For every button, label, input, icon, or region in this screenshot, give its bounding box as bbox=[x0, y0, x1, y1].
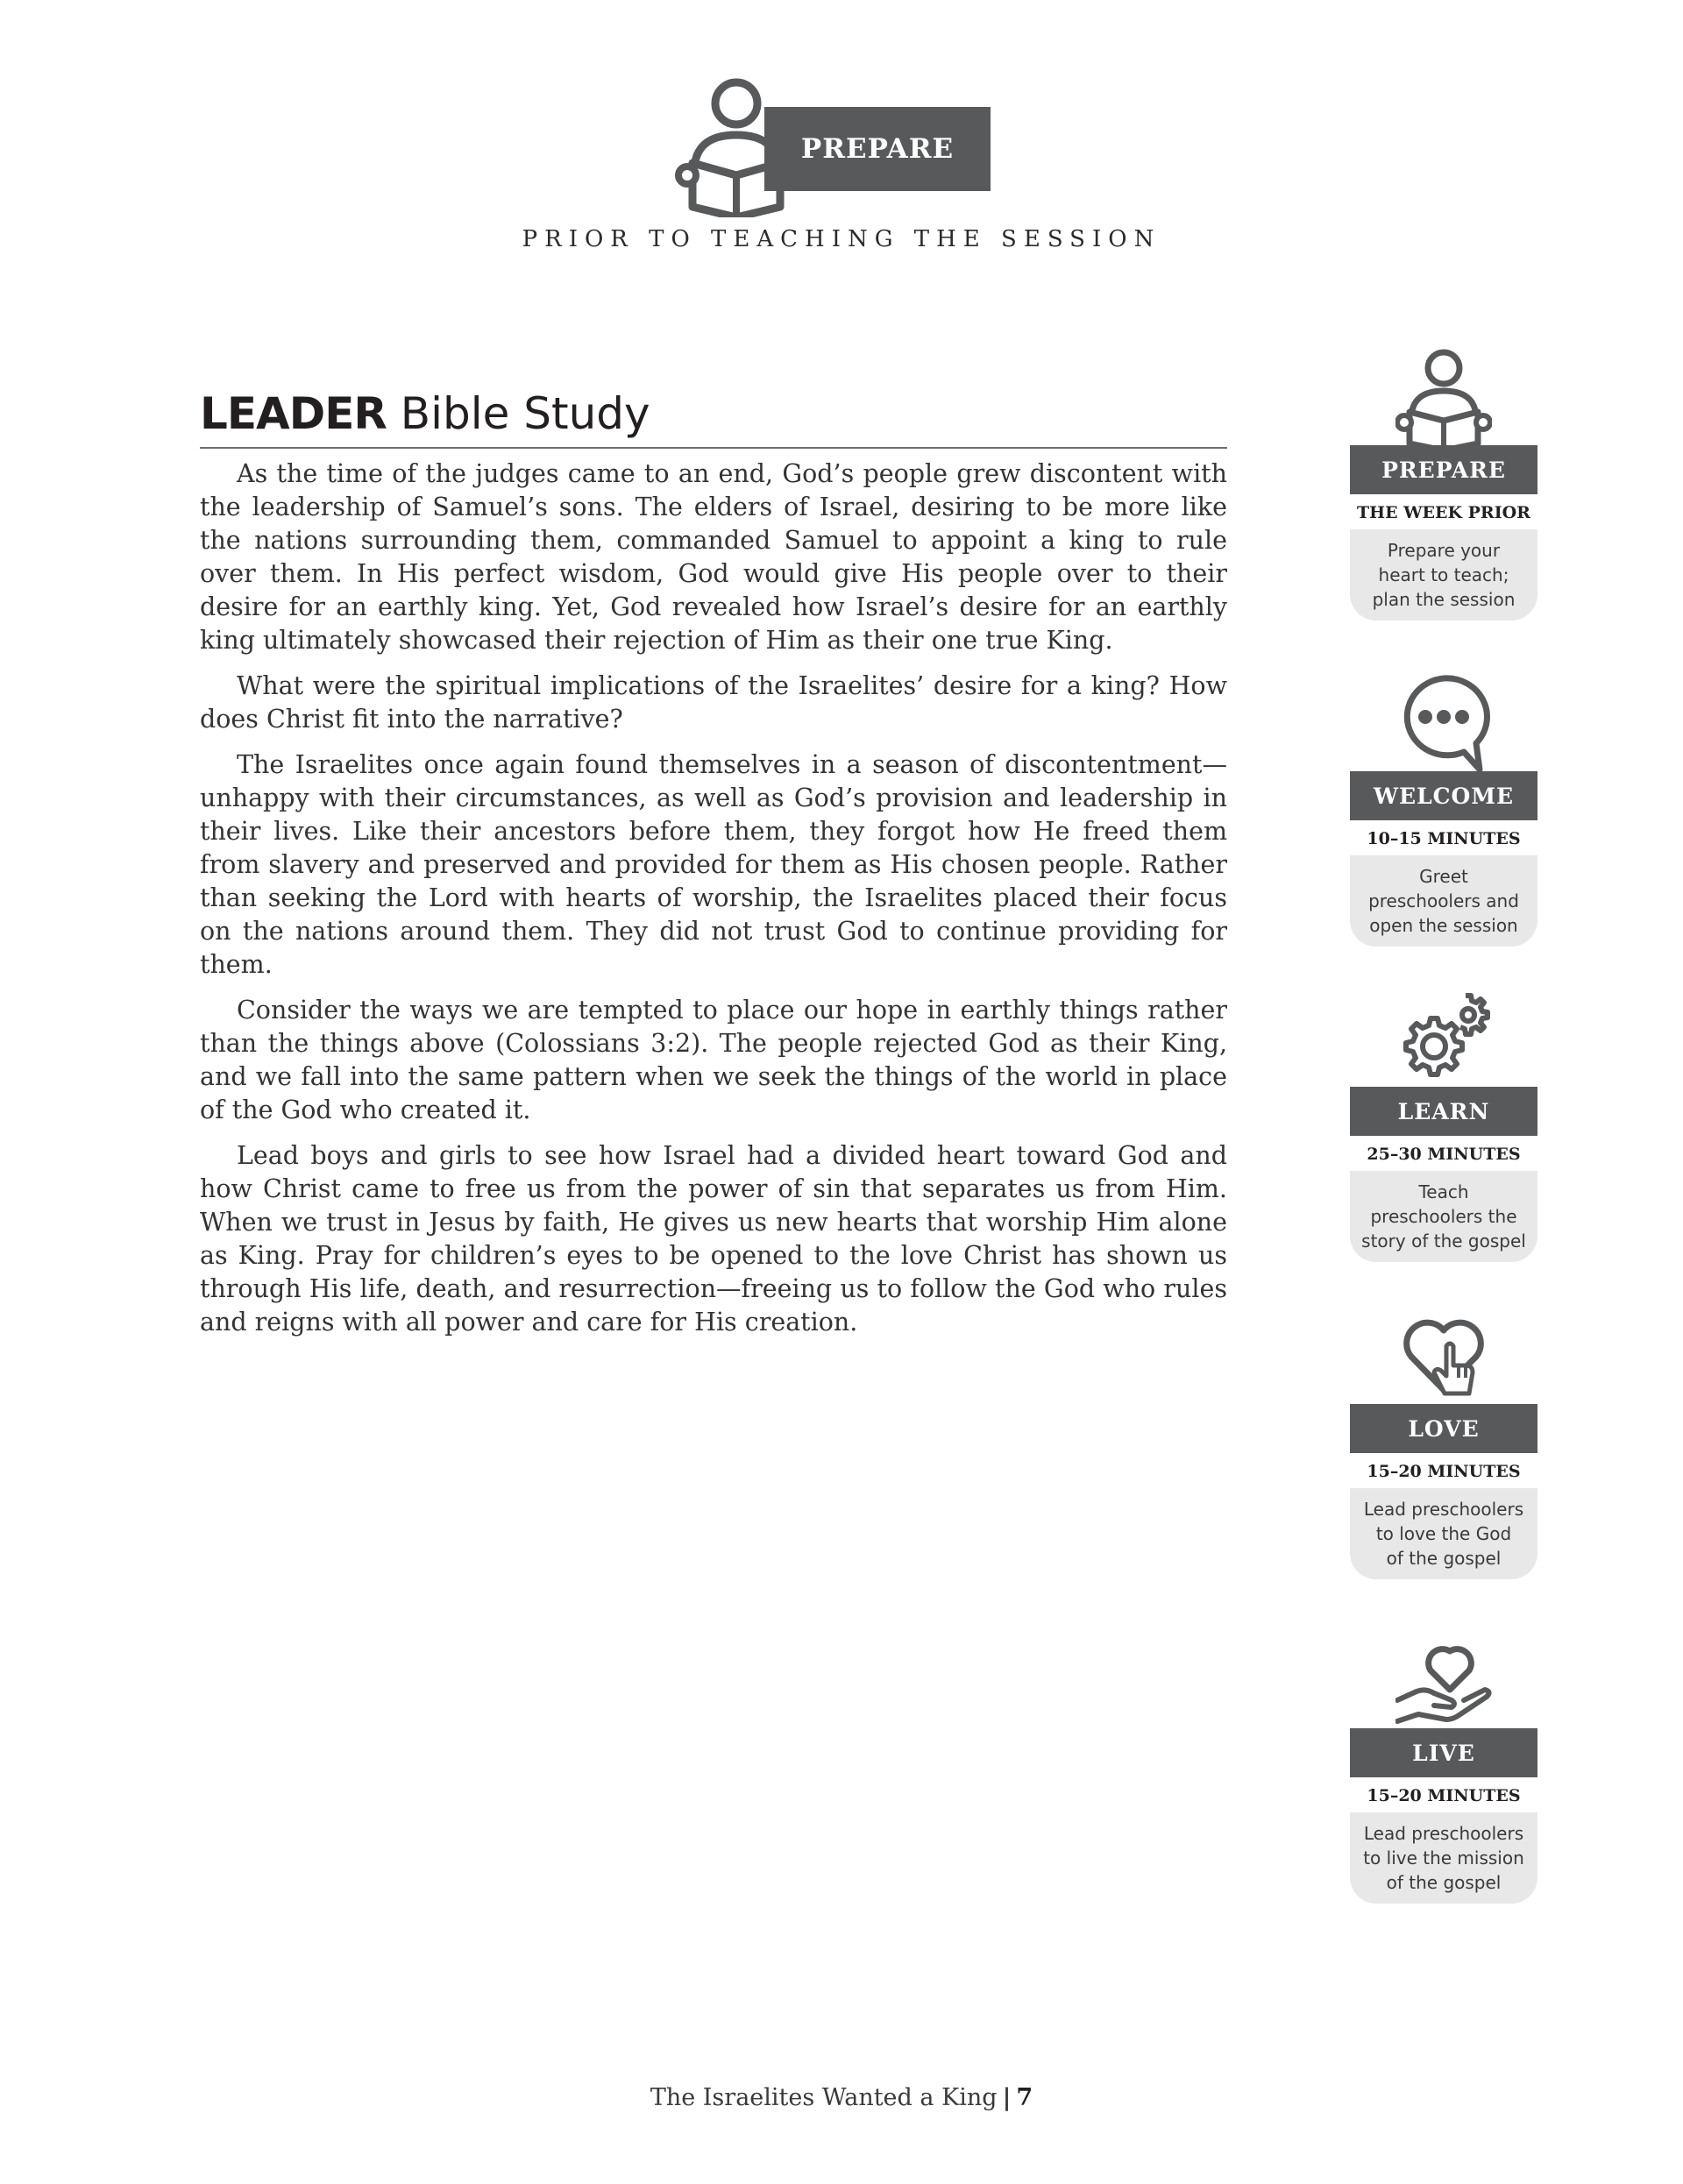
step-description: Teach preschoolers the story of the gospel bbox=[1350, 1171, 1537, 1262]
page-footer bbox=[0, 2084, 1683, 2111]
gears-icon bbox=[1395, 989, 1492, 1090]
paragraph: Consider the ways we are tempted to place our hope in earthly things rather than the things above (Colossians 3:2). The people rejected God as their King, and we fall into the same pattern when we seek the things of the world in place of the God who created it. bbox=[200, 996, 1227, 1124]
step-time: THE WEEK PRIOR bbox=[1357, 503, 1530, 522]
step-time: 25–30 MINUTES bbox=[1367, 1145, 1521, 1164]
paragraph: As the time of the judges came to an end, God’s people grew discontent with the leadership of Samuel’s sons. The elders of Israel, desiring to be more like the nations surrounding them, commanded Samuel to appoint a king to rule over them. In His perfect wisdom, God would give His people over to their desire for an earthly king. Yet, God revealed how Israel’s desire for an earthly king ultimately showcased their rejection of Him as their one true King. bbox=[200, 459, 1227, 655]
paragraph: Lead boys and girls to see how Israel had a divided heart toward God and how Christ came to free us from the power of sin that separates us from Him. When we trust in Jesus by faith, He gives us new hearts that worship Him alone as King. Pray for children’s eyes to be opened to the love Christ has shown us through His life, death, and resurrection—freeing us to follow the God who rules and reigns with all power and care for His creation. bbox=[200, 1141, 1227, 1337]
step-label: WELCOME bbox=[1350, 771, 1537, 820]
page-number: 7 bbox=[1016, 2084, 1033, 2111]
prepare-badge: PREPARE bbox=[764, 107, 991, 191]
hand-heart-icon bbox=[1395, 1627, 1492, 1728]
step-time: 15–20 MINUTES bbox=[1367, 1786, 1521, 1805]
speech-bubble-icon bbox=[1395, 673, 1492, 775]
step-time: 10–15 MINUTES bbox=[1367, 829, 1521, 848]
step-description: Lead preschoolers to love the God of the gospel bbox=[1350, 1488, 1537, 1579]
step-description: Lead preschoolers to live the mission of the gospel bbox=[1350, 1812, 1537, 1904]
header-subtitle: PRIOR TO TEACHING THE SESSION bbox=[522, 226, 1161, 252]
title-light: Bible Study bbox=[400, 388, 650, 439]
title-bold: LEADER bbox=[200, 388, 387, 439]
step-label: PREPARE bbox=[1350, 445, 1537, 494]
heart-touch-icon bbox=[1395, 1306, 1492, 1408]
step-label: LOVE bbox=[1350, 1404, 1537, 1453]
study-body bbox=[200, 457, 1227, 1351]
reader-icon bbox=[1395, 349, 1492, 450]
step-label: LIVE bbox=[1350, 1728, 1537, 1777]
step-description: Prepare your heart to teach; plan the session bbox=[1350, 529, 1537, 620]
paragraph: What were the spiritual implications of the Israelites’ desire for a king? How does Christ fit into the narrative? bbox=[200, 671, 1227, 734]
step-label: LEARN bbox=[1350, 1087, 1537, 1136]
section-title bbox=[200, 386, 1227, 449]
step-description: Greet preschoolers and open the session bbox=[1350, 855, 1537, 947]
step-time: 15–20 MINUTES bbox=[1367, 1462, 1521, 1481]
footer-title: The Israelites Wanted a King bbox=[650, 2084, 998, 2111]
page-header bbox=[0, 0, 1683, 280]
paragraph: The Israelites once again found themselves in a season of discontentment—unhappy with their circumstances, as well as God’s provision and leadership in their lives. Like their ancestors before them, they forgot how He freed them from slavery and preserved and provided for them as His chosen people. Rather than seeking the Lord with hearts of worship, the Israelites placed their focus on the nations around them. They did not trust God to continue providing for them. bbox=[200, 750, 1227, 979]
footer-separator: | bbox=[1002, 2084, 1012, 2111]
